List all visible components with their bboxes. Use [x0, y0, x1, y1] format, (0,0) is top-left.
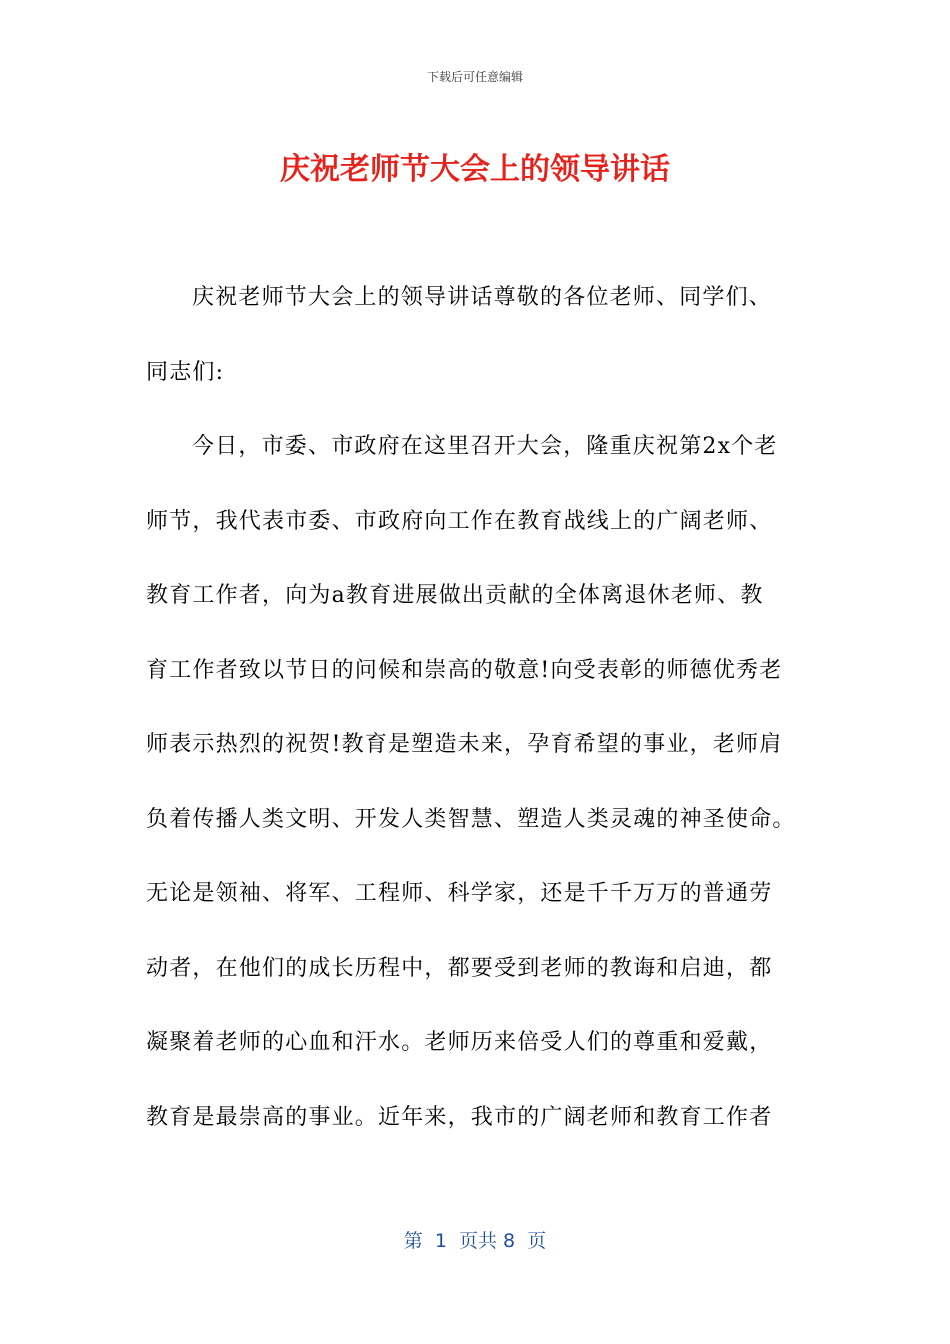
- body-line: 育工作者致以节日的问候和崇高的敬意!向受表彰的师德优秀老: [146, 657, 783, 683]
- page-footer: 第 1 页共 8 页: [403, 1230, 547, 1252]
- body-line: 教育是最崇高的事业。近年来，我市的广阔老师和教育工作者: [146, 1104, 773, 1130]
- body-line: 无论是领袖、将军、工程师、科学家，还是千千万万的普通劳: [146, 881, 773, 906]
- body-line: 师节，我代表市委、市政府向工作在教育战线上的广阔老师、: [146, 508, 773, 534]
- document-title: 庆祝老师节大会上的领导讲话: [280, 152, 670, 187]
- body-line: 教育工作者，向为a教育进展做出贡献的全体离退休老师、教: [146, 583, 764, 608]
- body-line: 同志们:: [146, 359, 225, 385]
- header-note: 下载后可任意编辑: [426, 70, 523, 84]
- body-line: 动者，在他们的成长历程中，都要受到老师的教诲和启迪，都: [146, 955, 773, 981]
- body-line: 庆祝老师节大会上的领导讲话尊敬的各位老师、同学们、: [192, 285, 773, 310]
- body-line: 负着传播人类文明、开发人类智慧、塑造人类灵魂的神圣使命。: [146, 806, 796, 832]
- body-line: 师表示热烈的祝贺!教育是塑造未来，孕育希望的事业，老师肩: [146, 732, 783, 757]
- body-text: [146, 276, 806, 1170]
- body-line: 今日，市委、市政府在这里召开大会，隆重庆祝第2x个老: [192, 434, 778, 459]
- body-line: 凝聚着老师的心血和汗水。老师历来倍受人们的尊重和爱戴，: [146, 1030, 773, 1055]
